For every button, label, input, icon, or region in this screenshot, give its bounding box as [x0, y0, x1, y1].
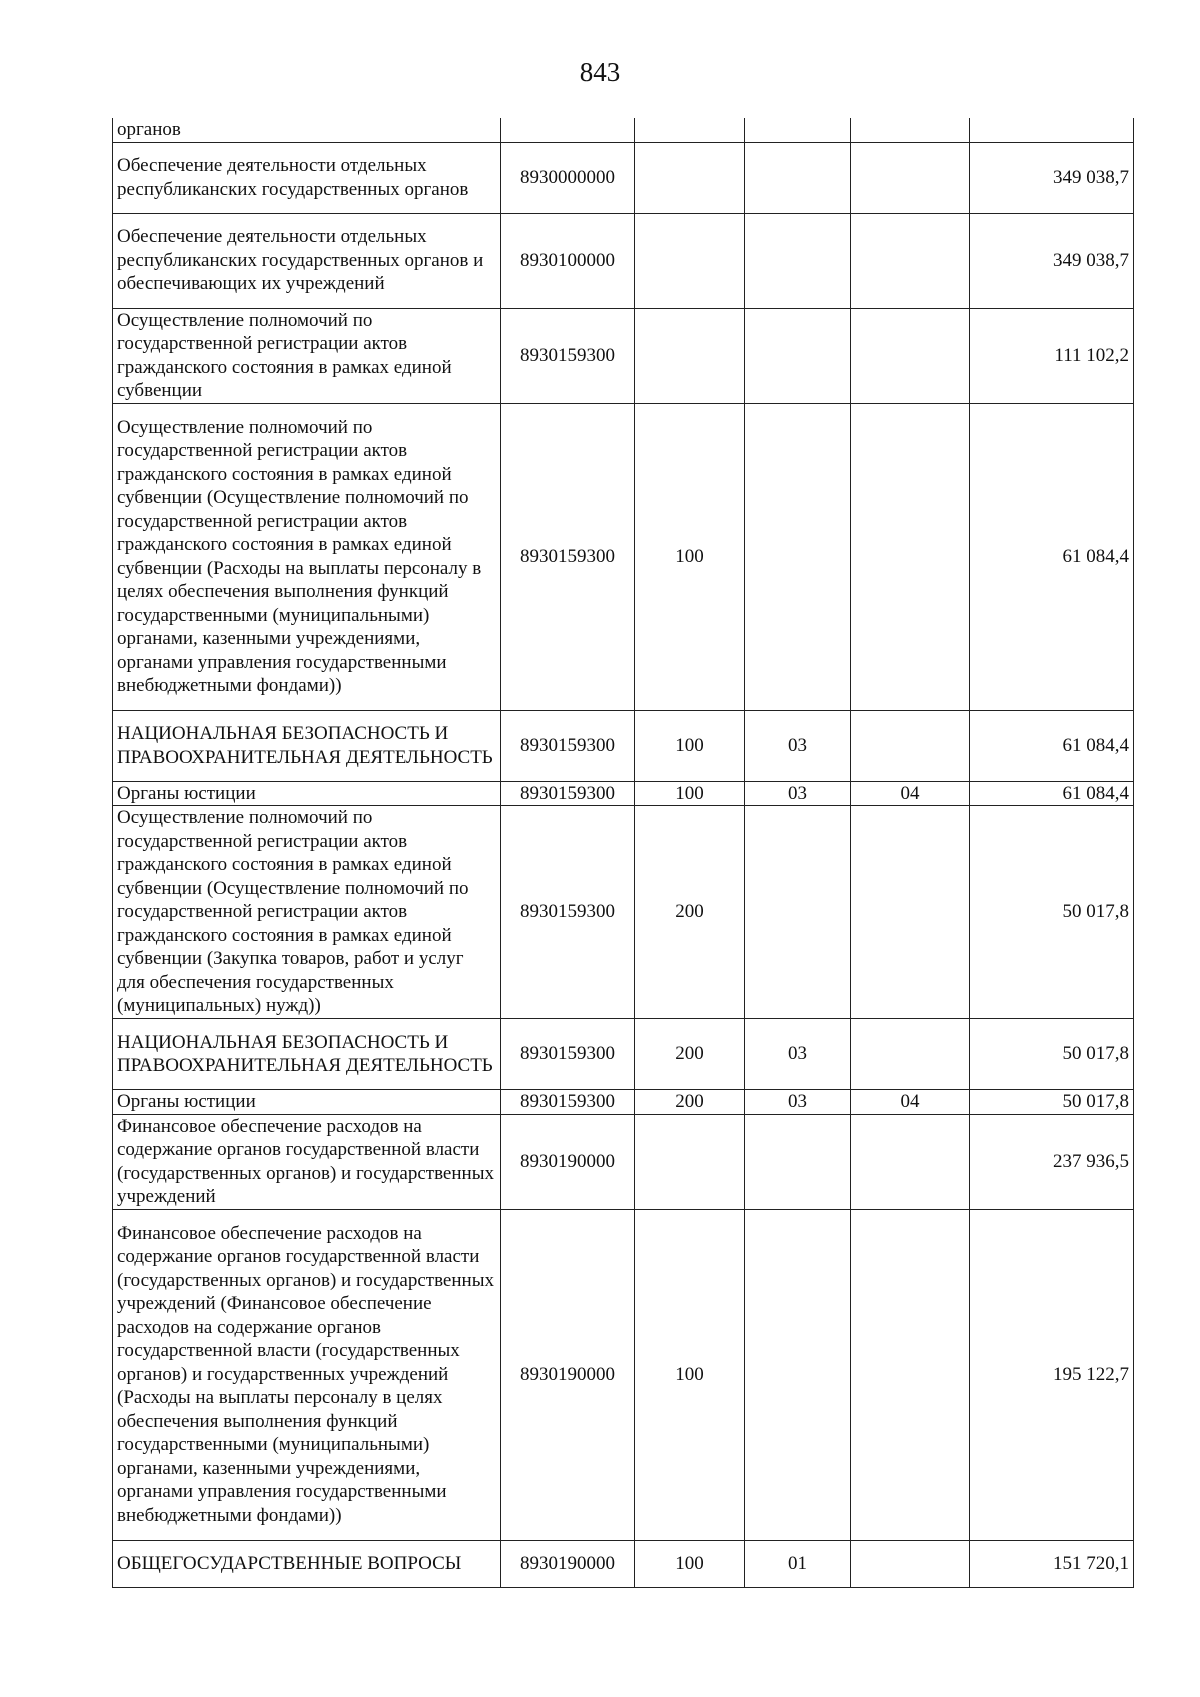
- row-subsection: [851, 1540, 970, 1587]
- row-code: 8930190000: [501, 1540, 635, 1587]
- row-expense-type: [635, 308, 745, 403]
- row-sum: 50 017,8: [970, 1019, 1134, 1090]
- row-expense-type: [635, 142, 745, 213]
- row-name: Осуществление полномочий по государственной регистрации актов гражданского состояния в рамках единой субвенции (Осуществление полномочий по государственной регистрации актов гражданского состояния в рамках единой субвенции (Расходы на выплаты персоналу в целях обеспечения выполнения функций государственными (муниципальными) органами, казенными учреждениями, органами управления государственными внебюджетными фондами)): [113, 403, 501, 710]
- row-expense-type: [635, 213, 745, 308]
- row-expense-type: 200: [635, 1019, 745, 1090]
- row-expense-type: 100: [635, 1209, 745, 1540]
- row-name: Финансовое обеспечение расходов на содержание органов государственной власти (государственных органов) и государственных учреждений (Финансовое обеспечение расходов на содержание органов государственной власти (государственных органов) и государственных учреждений (Расходы на выплаты персоналу в целях обеспечения выполнения функций государственными (муниципальными) органами, казенными учреждениями, органами управления государственными внебюджетными фондами)): [113, 1209, 501, 1540]
- row-sum: [970, 118, 1134, 142]
- row-expense-type: 100: [635, 403, 745, 710]
- row-section: [745, 1209, 851, 1540]
- row-section: 03: [745, 1090, 851, 1115]
- row-section: [745, 1114, 851, 1209]
- row-section: [745, 142, 851, 213]
- row-expense-type: [635, 1114, 745, 1209]
- row-section: 01: [745, 1540, 851, 1587]
- row-expense-type: 200: [635, 806, 745, 1019]
- row-code: 8930159300: [501, 1019, 635, 1090]
- table-row: [113, 806, 1134, 1019]
- row-sum: 50 017,8: [970, 1090, 1134, 1115]
- row-subsection: [851, 118, 970, 142]
- row-subsection: [851, 308, 970, 403]
- row-sum: 61 084,4: [970, 403, 1134, 710]
- row-code: 8930159300: [501, 308, 635, 403]
- row-sum: 61 084,4: [970, 781, 1134, 806]
- row-section: [745, 806, 851, 1019]
- row-sum: 237 936,5: [970, 1114, 1134, 1209]
- row-name: Осуществление полномочий по государственной регистрации актов гражданского состояния в рамках единой субвенции (Осуществление полномочий по государственной регистрации актов гражданского состояния в рамках единой субвенции (Закупка товаров, работ и услуг для обеспечения государственных (муниципальных) нужд)): [113, 806, 501, 1019]
- table-row: [113, 710, 1134, 781]
- table-row: [113, 142, 1134, 213]
- row-code: 8930159300: [501, 781, 635, 806]
- row-subsection: 04: [851, 781, 970, 806]
- row-sum: 151 720,1: [970, 1540, 1134, 1587]
- row-section: 03: [745, 1019, 851, 1090]
- row-section: [745, 118, 851, 142]
- row-subsection: [851, 403, 970, 710]
- table-row: [113, 1209, 1134, 1540]
- row-subsection: [851, 213, 970, 308]
- row-name: НАЦИОНАЛЬНАЯ БЕЗОПАСНОСТЬ И ПРАВООХРАНИТЕЛЬНАЯ ДЕЯТЕЛЬНОСТЬ: [113, 710, 501, 781]
- table-row: [113, 403, 1134, 710]
- row-code: [501, 118, 635, 142]
- row-name: НАЦИОНАЛЬНАЯ БЕЗОПАСНОСТЬ И ПРАВООХРАНИТЕЛЬНАЯ ДЕЯТЕЛЬНОСТЬ: [113, 1019, 501, 1090]
- row-sum: 349 038,7: [970, 142, 1134, 213]
- table-row: [113, 118, 1134, 142]
- row-code: 8930159300: [501, 710, 635, 781]
- table-row: [113, 308, 1134, 403]
- row-name: Обеспечение деятельности отдельных республиканских государственных органов и обеспечивающих их учреждений: [113, 213, 501, 308]
- row-subsection: [851, 1209, 970, 1540]
- row-subsection: 04: [851, 1090, 970, 1115]
- row-expense-type: 100: [635, 781, 745, 806]
- row-section: [745, 403, 851, 710]
- row-subsection: [851, 1114, 970, 1209]
- budget-table: [112, 118, 1134, 1588]
- row-section: 03: [745, 710, 851, 781]
- row-subsection: [851, 710, 970, 781]
- row-sum: 50 017,8: [970, 806, 1134, 1019]
- row-code: 8930159300: [501, 403, 635, 710]
- row-code: 8930000000: [501, 142, 635, 213]
- row-code: 8930159300: [501, 1090, 635, 1115]
- row-name: органов: [113, 118, 501, 142]
- table-row: [113, 1114, 1134, 1209]
- row-name: Обеспечение деятельности отдельных республиканских государственных органов: [113, 142, 501, 213]
- table-row: [113, 1019, 1134, 1090]
- row-name: Осуществление полномочий по государственной регистрации актов гражданского состояния в рамках единой субвенции: [113, 308, 501, 403]
- row-section: [745, 308, 851, 403]
- table-row: [113, 781, 1134, 806]
- row-expense-type: 100: [635, 710, 745, 781]
- table-row: [113, 1540, 1134, 1587]
- row-expense-type: [635, 118, 745, 142]
- table-row: [113, 213, 1134, 308]
- row-expense-type: 200: [635, 1090, 745, 1115]
- row-code: 8930190000: [501, 1114, 635, 1209]
- row-code: 8930159300: [501, 806, 635, 1019]
- row-name: Органы юстиции: [113, 1090, 501, 1115]
- row-subsection: [851, 1019, 970, 1090]
- row-name: ОБЩЕГОСУДАРСТВЕННЫЕ ВОПРОСЫ: [113, 1540, 501, 1587]
- row-subsection: [851, 142, 970, 213]
- row-sum: 349 038,7: [970, 213, 1134, 308]
- table-row: [113, 1090, 1134, 1115]
- row-code: 8930190000: [501, 1209, 635, 1540]
- row-subsection: [851, 806, 970, 1019]
- row-sum: 111 102,2: [970, 308, 1134, 403]
- row-sum: 195 122,7: [970, 1209, 1134, 1540]
- row-section: 03: [745, 781, 851, 806]
- row-section: [745, 213, 851, 308]
- page-number: 843: [579, 57, 621, 87]
- row-expense-type: 100: [635, 1540, 745, 1587]
- row-name: Органы юстиции: [113, 781, 501, 806]
- row-name: Финансовое обеспечение расходов на содержание органов государственной власти (государственных органов) и государственных учреждений: [113, 1114, 501, 1209]
- row-sum: 61 084,4: [970, 710, 1134, 781]
- row-code: 8930100000: [501, 213, 635, 308]
